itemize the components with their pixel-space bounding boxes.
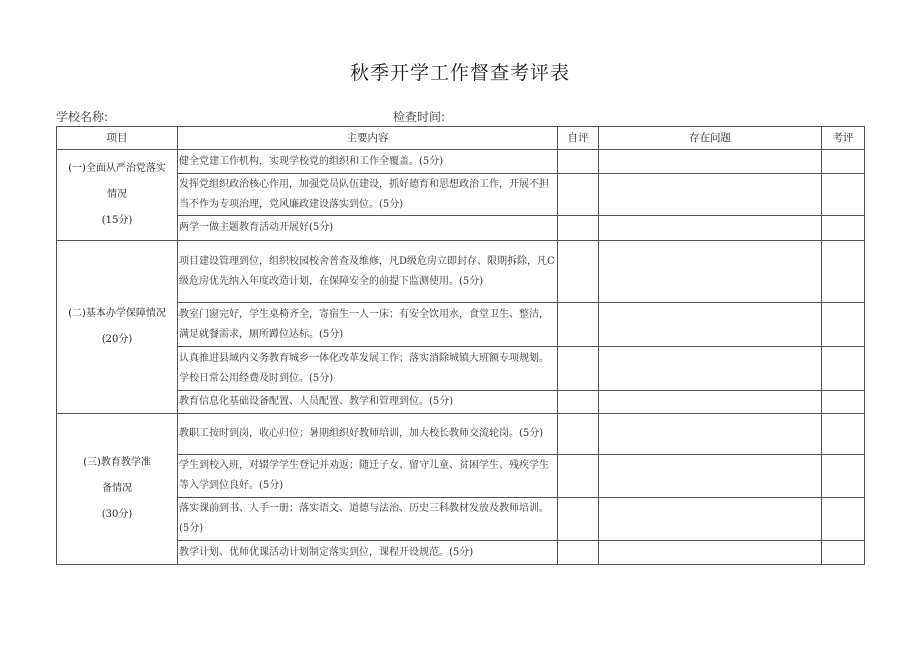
table-row (57, 414, 865, 455)
eval-cell[interactable] (822, 541, 865, 565)
row-content: 学生到校入班，对辍学学生登记并劝返；随迁子女、留守儿童、贫困学生、残疾学生等入学到位良好。(5分) (178, 455, 558, 498)
self-eval-cell[interactable] (558, 414, 599, 455)
issues-cell[interactable] (599, 150, 822, 174)
section-3-item (57, 414, 178, 565)
eval-cell[interactable] (822, 303, 865, 347)
inspection-time-label: 检查时间: (393, 110, 446, 124)
issues-cell[interactable] (599, 498, 822, 541)
row-content: 认真推进县域内义务教育城乡一体化改革发展工作；落实消除城镇大班额专项规划。学校日常公用经费及时到位。(5分) (178, 347, 558, 391)
evaluation-table (56, 126, 865, 565)
table-row (57, 150, 865, 174)
section-2-score: (20分) (101, 334, 133, 345)
table-row (57, 541, 865, 565)
row-content: 落实课前到书、人手一册；落实语文、道德与法治、历史三科教材发放及教师培训。(5分) (178, 498, 558, 541)
header-issues: 存在问题 (599, 127, 822, 150)
table-row (57, 391, 865, 414)
self-eval-cell[interactable] (558, 241, 599, 303)
self-eval-cell[interactable] (558, 455, 599, 498)
issues-cell[interactable] (599, 455, 822, 498)
self-eval-cell[interactable] (558, 174, 599, 216)
issues-cell[interactable] (599, 241, 822, 303)
section-3-name-cont: 备情况 (102, 483, 132, 494)
header-eval: 考评 (822, 127, 865, 150)
table-row (57, 303, 865, 347)
section-1-name: (一)全面从严治党落实 (68, 163, 166, 174)
row-content: 发挥党组织政治核心作用，加强党员队伍建设，抓好德育和思想政治工作，开展不担当不作为专项治理，党风廉政建设落实到位。(5分) (178, 174, 558, 216)
self-eval-cell[interactable] (558, 347, 599, 391)
section-3-name: (三)教育教学准 (83, 457, 151, 468)
row-content: 两学一做主题教育活动开展好(5分) (178, 216, 558, 241)
header-item: 项目 (57, 127, 178, 150)
self-eval-cell[interactable] (558, 303, 599, 347)
issues-cell[interactable] (599, 347, 822, 391)
table-row (57, 455, 865, 498)
row-content: 教职工按时到岗，收心归位；暑期组织好教师培训，加大校长教师交流轮岗。(5分) (178, 414, 558, 455)
section-1-item (57, 150, 178, 241)
row-content: 健全党建工作机构，实现学校党的组织和工作全覆盖。(5分) (178, 150, 558, 174)
table-row (57, 241, 865, 303)
eval-cell[interactable] (822, 347, 865, 391)
table-row (57, 498, 865, 541)
row-content: 教学计划、优师优课活动计划制定落实到位，课程开设规范。(5分) (178, 541, 558, 565)
table-header-row (57, 127, 865, 150)
table-row (57, 174, 865, 216)
self-eval-cell[interactable] (558, 498, 599, 541)
self-eval-cell[interactable] (558, 541, 599, 565)
issues-cell[interactable] (599, 216, 822, 241)
issues-cell[interactable] (599, 541, 822, 565)
row-content: 教育信息化基础设备配置、人员配置、教学和管理到位。(5分) (178, 391, 558, 414)
school-name-label: 学校名称: (56, 110, 109, 124)
eval-cell[interactable] (822, 391, 865, 414)
issues-cell[interactable] (599, 174, 822, 216)
eval-cell[interactable] (822, 216, 865, 241)
eval-cell[interactable] (822, 455, 865, 498)
issues-cell[interactable] (599, 414, 822, 455)
self-eval-cell[interactable] (558, 216, 599, 241)
eval-cell[interactable] (822, 414, 865, 455)
table-row (57, 216, 865, 241)
section-1-score: (15分) (101, 215, 133, 226)
issues-cell[interactable] (599, 303, 822, 347)
issues-cell[interactable] (599, 391, 822, 414)
eval-cell[interactable] (822, 498, 865, 541)
table-row (57, 347, 865, 391)
header-self-eval: 自评 (558, 127, 599, 150)
self-eval-cell[interactable] (558, 150, 599, 174)
header-content: 主要内容 (178, 127, 558, 150)
self-eval-cell[interactable] (558, 391, 599, 414)
row-content: 教室门窗完好，学生桌椅齐全，寄宿生一人一床；有安全饮用水，食堂卫生、整洁，满足就餐需求，厕所蹲位达标。(5分) (178, 303, 558, 347)
row-content: 项目建设管理到位，组织校园校舍普查及维修，凡D级危房立即封存、限期拆除，凡C级危房优先纳入年度改造计划，在保障安全的前提下监测使用。(5分) (178, 241, 558, 303)
section-3-score: (30分) (101, 509, 133, 520)
eval-cell[interactable] (822, 241, 865, 303)
section-2-item (57, 241, 178, 414)
eval-cell[interactable] (822, 150, 865, 174)
page-title: 秋季开学工作督查考评表 (349, 62, 570, 84)
section-1-name-cont: 情况 (107, 189, 127, 200)
section-2-name: (二)基本办学保障情况 (68, 308, 166, 319)
eval-cell[interactable] (822, 174, 865, 216)
